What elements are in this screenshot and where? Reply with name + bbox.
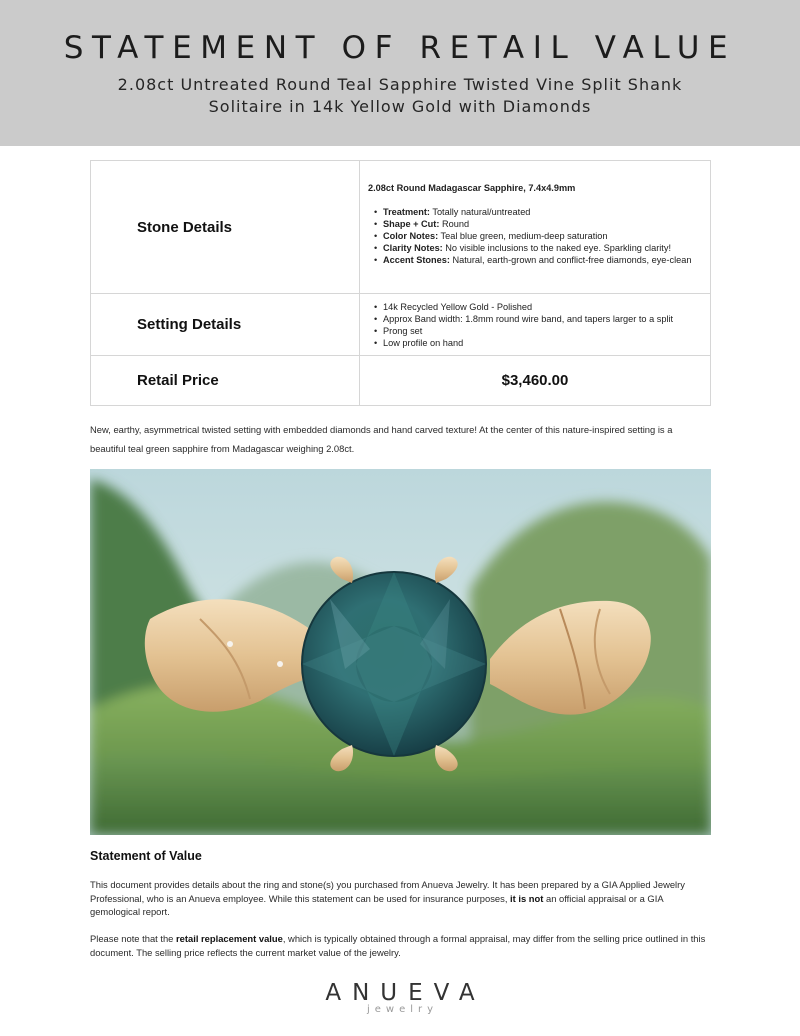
page-title: STATEMENT OF RETAIL VALUE (63, 30, 737, 66)
sapphire-stone (302, 572, 486, 756)
stone-details-label: Stone Details (91, 161, 360, 294)
retail-price-row (91, 356, 711, 406)
stone-heading: 2.08ct Round Madagascar Sapphire, 7.4x4.9mm (368, 183, 576, 193)
list-item: • Prong set (374, 325, 702, 337)
retail-price-label: Retail Price (91, 356, 360, 406)
list-item: • Accent Stones: Natural, earth-grown and conflict-free diamonds, eye-clean (374, 254, 702, 266)
stone-details-value (360, 161, 711, 294)
list-item: • Low profile on hand (374, 337, 702, 349)
list-item: • Treatment: Totally natural/untreated (374, 206, 702, 218)
statement-title: Statement of Value (90, 849, 202, 863)
setting-details-label: Setting Details (91, 294, 360, 356)
page-header (0, 0, 800, 146)
list-item: • Clarity Notes: No visible inclusions to the naked eye. Sparkling clarity! (374, 242, 702, 254)
page-subtitle: 2.08ct Untreated Round Teal Sapphire Twisted Vine Split Shank Solitaire in 14k Yellow Gold with Diamonds (117, 75, 683, 116)
setting-details-list (368, 301, 702, 349)
list-item: • 14k Recycled Yellow Gold - Polished (374, 301, 702, 313)
statement-paragraph-2: Please note that the retail replacement value, which is typically obtained through a formal appraisal, may differ from the selling price outlined in this document. The selling price reflects the current market value of the jewelry. (90, 933, 706, 958)
stone-details-list (368, 206, 702, 266)
product-photo (90, 469, 711, 835)
setting-details-value (360, 294, 711, 356)
list-item: • Shape + Cut: Round (374, 218, 702, 230)
setting-details-row (91, 294, 711, 356)
logo-wordmark: ANUEVA (325, 980, 486, 1006)
details-table (90, 160, 711, 406)
logo-subtext: jewelry (366, 1004, 439, 1015)
stone-details-row (91, 161, 711, 294)
list-item: • Approx Band width: 1.8mm round wire band, and tapers larger to a split (374, 313, 702, 325)
list-item: • Color Notes: Teal blue green, medium-deep saturation (374, 230, 702, 242)
statement-paragraph-1: This document provides details about the ring and stone(s) you purchased from Anueva Jewelry. It has been prepared by a GIA Applied Jewelry Professional, who is an Anueva employee. While this statement can be used for insurance purposes, it is not an official appraisal or a GIA gemological report. (90, 879, 685, 917)
product-description: New, earthy, asymmetrical twisted setting with embedded diamonds and hand carved texture! At the center of this nature-inspired setting is a beautiful teal green sapphire from Madagascar weighing 2.08ct. (90, 424, 673, 454)
anueva-logo (0, 980, 800, 1015)
ring-photo-illustration (90, 469, 711, 835)
retail-price-value: $3,460.00 (360, 356, 711, 406)
